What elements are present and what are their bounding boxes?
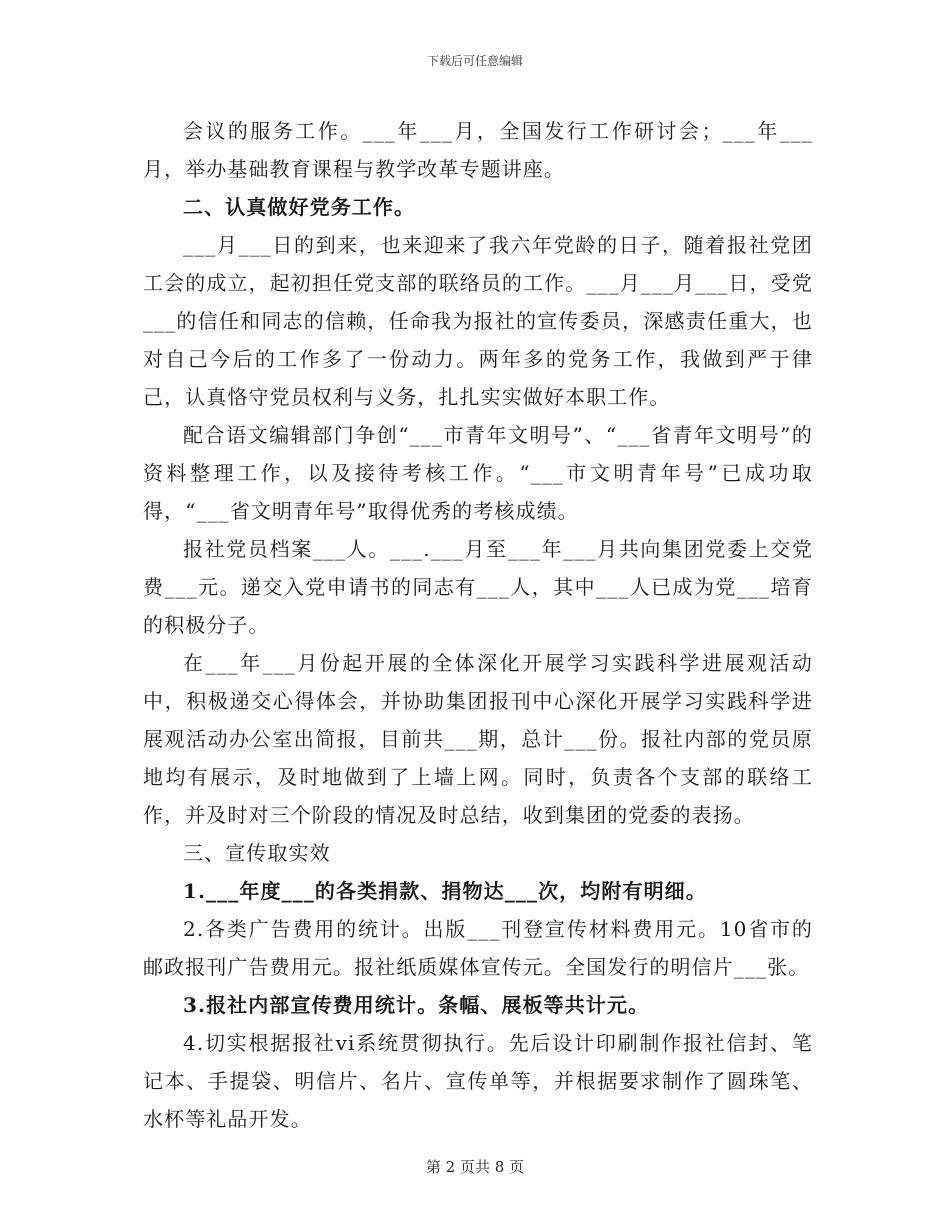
paragraph-intro: 会议的服务工作。___年___月，全国发行工作研讨会；___年___月，举办基础教育课程与教学改革专题讲座。 <box>143 119 813 181</box>
page-header: 下载后可任意编辑 <box>426 54 523 68</box>
paragraph-study-activity: 在___年___月份起开展的全体深化开展学习实践科学进展观活动中，积极递交心得体会，并协助集团报刊中心深化开展学习实践科学进展观活动办公室出简报，目前共___期，总计___份。报社内部的党员原地均有展示，及时地做到了上墙上网。同时，负责各个支部的联络工作，并及时对三个阶段的情况及时总结，收到集团的党委的表扬。 <box>143 651 813 827</box>
list-item-ad-costs: 2.各类广告费用的统计。出版___刊登宣传材料费用元。10省市的邮政报刊广告费用元。报社纸质媒体宣传元。全国发行的明信片___张。 <box>143 917 813 979</box>
paragraph-party-records: 报社党员档案___人。___.___月至___年___月共向集团党委上交党费___元。递交入党申请书的同志有___人，其中___人已成为党___培育的积极分子。 <box>143 537 813 637</box>
section-heading-publicity: 三、宣传取实效 <box>183 841 331 865</box>
list-item-donations: 1.___年度___的各类捐款、捐物达___次，均附有明细。 <box>183 879 707 903</box>
list-item-internal-costs: 3.报社内部宣传费用统计。条幅、展板等共计元。 <box>183 993 650 1017</box>
page-footer: 第 2 页共 8 页 <box>425 1158 525 1176</box>
paragraph-party-role: ___月___日的到来，也来迎来了我六年党龄的日子，随着报社党团工会的成立，起初担任党支部的联络员的工作。___月___月___日，受党___的信任和同志的信赖，任命我为报社的宣传委员，深感责任重大，也对自己今后的工作多了一份动力。两年多的党务工作，我做到严于律己，认真恪守党员权利与义务，扎扎实实做好本职工作。 <box>143 233 813 409</box>
section-heading-party-work: 二、认真做好党务工作。 <box>183 195 416 219</box>
paragraph-civilization-award: 配合语文编辑部门争创“___市青年文明号”、“___省青年文明号”的资料整理工作，以及接待考核工作。“___市文明青年号”已成功取得，“___省文明青年号”取得优秀的考核成绩。 <box>143 423 813 523</box>
document-body <box>143 112 813 1138</box>
list-item-vi-system: 4.切实根据报社vi系统贯彻执行。先后设计印刷制作报社信封、笔记本、手提袋、明信片、名片、宣传单等，并根据要求制作了圆珠笔、水杯等礼品开发。 <box>143 1031 813 1131</box>
